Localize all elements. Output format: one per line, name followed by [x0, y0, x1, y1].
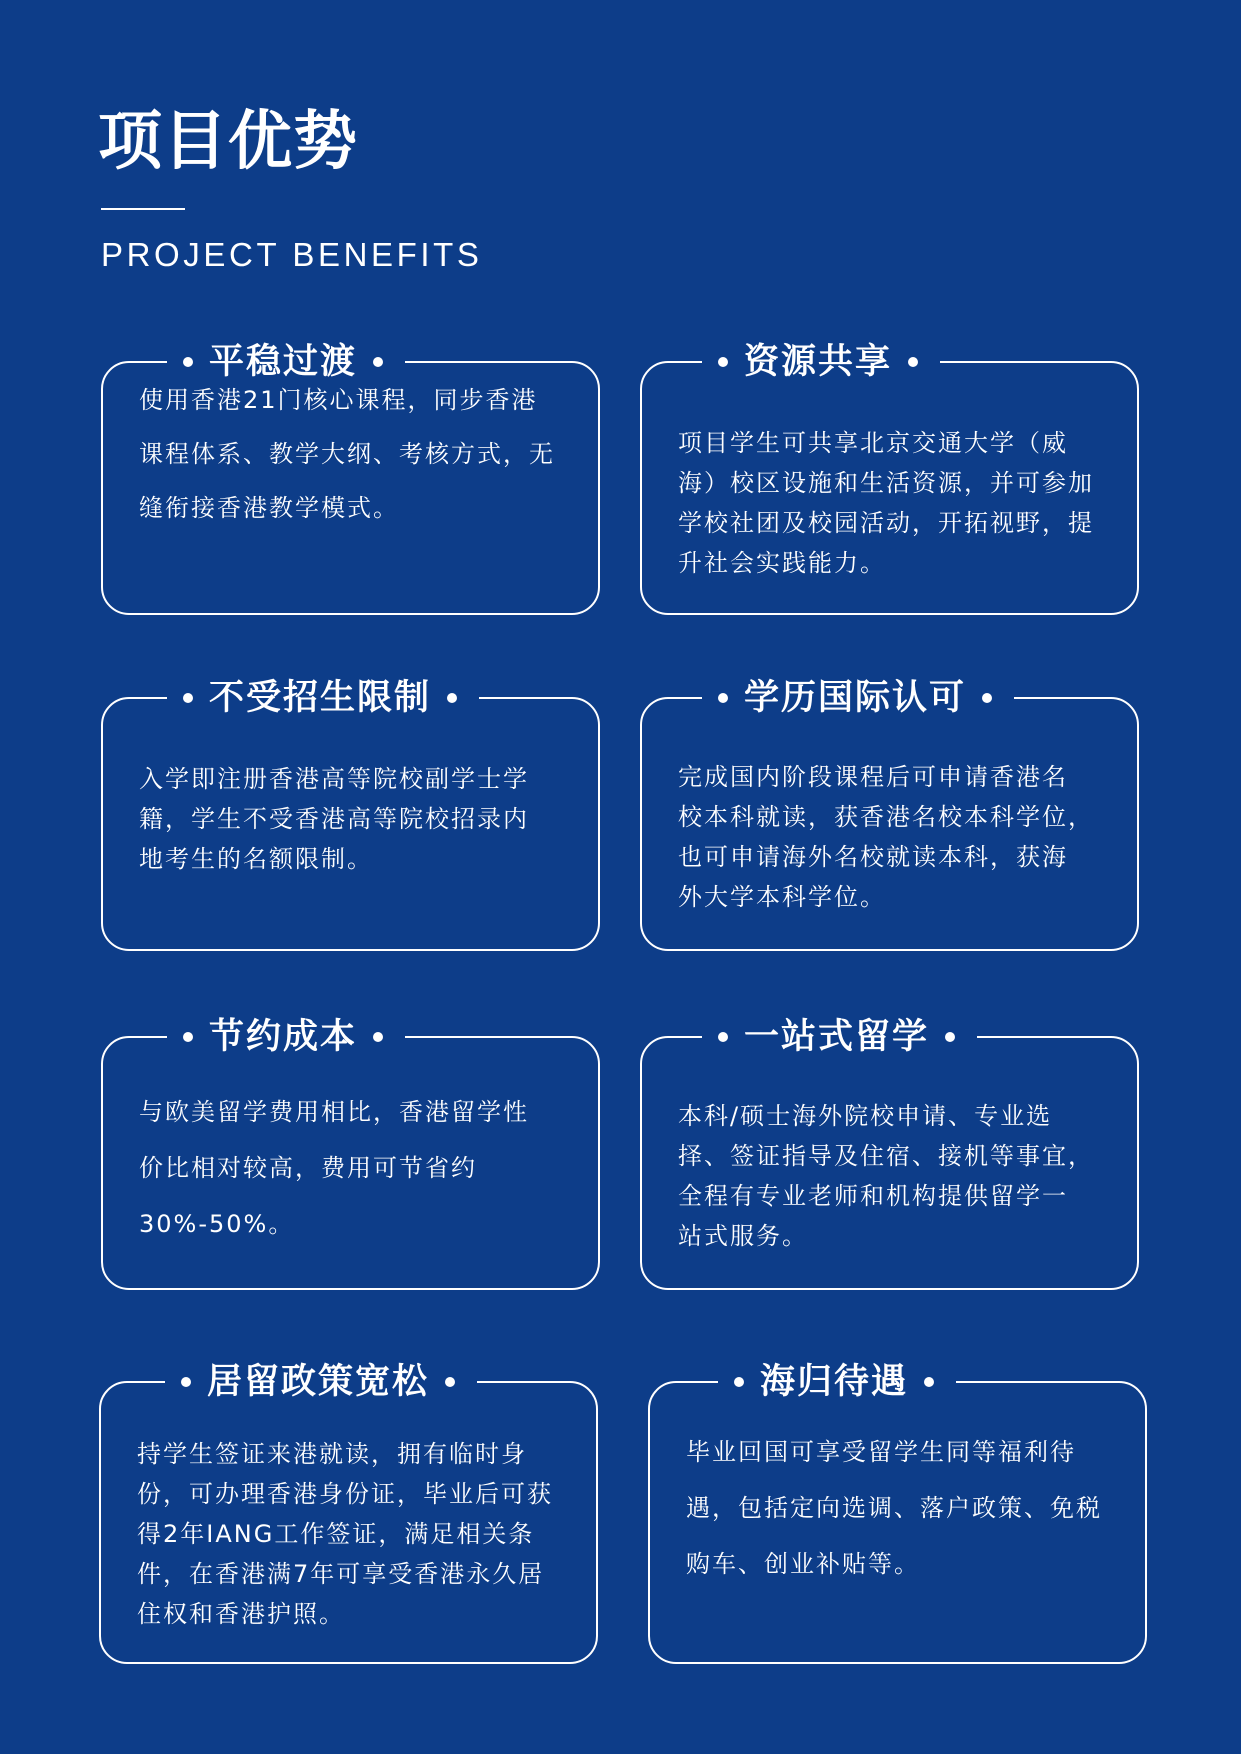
- card-dot-left: [718, 693, 728, 703]
- card-dot-left: [183, 357, 193, 367]
- card-title: 海归待遇: [760, 1362, 909, 1402]
- card-header: [165, 1353, 477, 1411]
- card-dot-right: [982, 693, 992, 703]
- card-text: 入学即注册香港高等院校副学士学 籍，学生不受香港高等院校招录内 地考生的名额限制。: [139, 765, 529, 873]
- card-dot-right: [373, 357, 383, 367]
- benefit-card-cost-saving: [101, 1017, 600, 1290]
- card-header: [702, 333, 940, 391]
- card-dot-right: [445, 1377, 455, 1387]
- card-header: [702, 1008, 977, 1066]
- card-header: [167, 669, 479, 727]
- card-header: [718, 1353, 956, 1411]
- card-header: [167, 1008, 405, 1066]
- card-title: 不受招生限制: [209, 678, 432, 718]
- card-text: 使用香港21门核心课程，同步香港 课程体系、教学大纲、考核方式，无 缝衔接香港教学模式。: [139, 386, 555, 522]
- benefit-card-no-enrollment-limit: [101, 678, 600, 951]
- card-title: 资源共享: [744, 342, 893, 382]
- card-title: 居留政策宽松: [207, 1362, 430, 1402]
- card-title: 学历国际认可: [744, 678, 967, 718]
- card-title: 节约成本: [209, 1017, 358, 1057]
- card-text: 项目学生可共享北京交通大学（威 海）校区设施和生活资源，并可参加 学校社团及校园活动，开拓视野，提 升社会实践能力。: [678, 429, 1094, 577]
- title-divider: [101, 208, 185, 210]
- card-text: 完成国内阶段课程后可申请香港名 校本科就读，获香港名校本科学位， 也可申请海外名校就读本科，获海 外大学本科学位。: [678, 763, 1094, 911]
- page-subtitle: PROJECT BENEFITS: [101, 236, 483, 273]
- benefit-card-international-recognition: [640, 678, 1139, 951]
- card-text: 持学生签证来港就读，拥有临时身 份，可办理香港身份证，毕业后可获 得2年IANG工作签证，满足相关条 件，在香港满7年可享受香港永久居 住权和香港护照。: [137, 1440, 553, 1628]
- card-dot-left: [183, 1032, 193, 1042]
- card-text: 毕业回国可享受留学生同等福利待 遇，包括定向选调、落户政策、免税 购车、创业补贴等。: [686, 1438, 1102, 1578]
- card-text: 与欧美留学费用相比，香港留学性 价比相对较高，费用可节省约 30%-50%。: [139, 1098, 529, 1238]
- page-title: 项目优势: [98, 105, 358, 179]
- card-dot-right: [945, 1032, 955, 1042]
- benefit-card-one-stop-study-abroad: [640, 1017, 1139, 1290]
- card-dot-right: [447, 693, 457, 703]
- card-header: [702, 669, 1014, 727]
- card-dot-right: [924, 1377, 934, 1387]
- card-text: 本科/硕士海外院校申请、专业选 择、签证指导及住宿、接机等事宜， 全程有专业老师和机构提供留学一 站式服务。: [678, 1102, 1094, 1250]
- card-dot-right: [373, 1032, 383, 1042]
- benefit-card-resource-sharing: [640, 342, 1139, 615]
- card-dot-left: [734, 1377, 744, 1387]
- card-dot-left: [718, 357, 728, 367]
- card-dot-left: [718, 1032, 728, 1042]
- card-dot-left: [183, 693, 193, 703]
- card-title: 平稳过渡: [209, 342, 358, 382]
- benefit-card-residence-policy: [99, 1362, 598, 1664]
- card-dot-left: [181, 1377, 191, 1387]
- benefit-card-smooth-transition: [101, 342, 600, 615]
- card-title: 一站式留学: [744, 1017, 930, 1057]
- benefit-card-returnee-benefits: [648, 1362, 1147, 1664]
- card-dot-right: [908, 357, 918, 367]
